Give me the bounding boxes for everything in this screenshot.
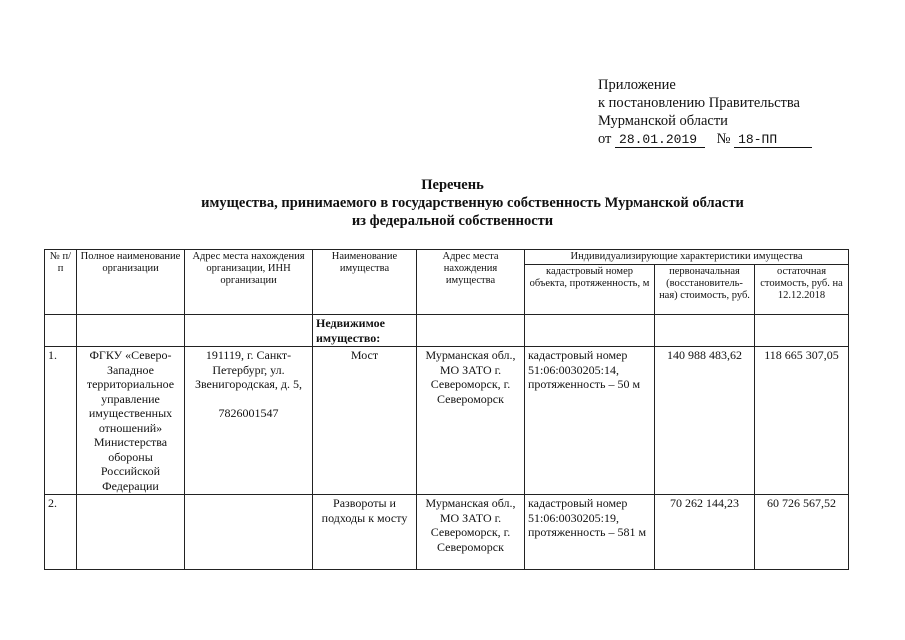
row-residual-cost: 118 665 307,05 [755,347,849,495]
appendix-block [598,76,812,148]
table-row [45,347,849,495]
header-property-name: Наименование имущества [313,250,417,315]
row-cadastral: кадастровый номер 51:06:0030205:14, протяженность – 50 м [525,347,655,495]
property-table [44,249,849,570]
number-label: № [716,131,731,147]
resolution-date: 28.01.2019 [615,133,705,148]
row-property-name: Развороты и подходы к мосту [313,495,417,570]
row-num: 2. [45,495,77,570]
section-label: Недвижимое имущество: [313,315,417,347]
header-org-address: Адрес места нахождения организации, ИНН организации [185,250,313,315]
row-cadastral: кадастровый номер 51:06:0030205:19, протяженность – 581 м [525,495,655,570]
header-row-1 [45,250,849,265]
header-residual-cost: остаточная стоимость, руб. на 12.12.2018 [755,265,849,315]
appendix-line-2: к постановлению Правительства [598,95,800,111]
header-cadastral: кадастровый номер объекта, протяженность, м [525,265,655,315]
org-address-text: 191119, г. Санкт-Петербург, ул. Звенигородская, д. 5, [194,348,303,391]
row-initial-cost: 70 262 144,23 [655,495,755,570]
section-row [45,315,849,347]
resolution-number: 18-ПП [734,133,812,148]
header-num: № п/п [45,250,77,315]
title-line-1: Перечень [421,177,484,193]
row-org-address [185,495,313,570]
row-initial-cost: 140 988 483,62 [655,347,755,495]
row-org-name [77,495,185,570]
header-org-name: Полное наименование организации [77,250,185,315]
table-row [45,495,849,570]
document-title [0,176,905,230]
row-org-address [185,347,313,495]
header-characteristics: Индивидуализирующие характеристики имущества [525,250,849,265]
row-residual-cost: 60 726 567,52 [755,495,849,570]
from-label: от [598,131,612,147]
title-line-2: имущества, принимаемого в государственную собственность Мурманской области [201,195,744,211]
appendix-date-line [598,130,812,148]
row-property-address: Мурманская обл., МО ЗАТО г. Североморск, г. Североморск [417,495,525,570]
org-inn: 7826001547 [218,405,279,420]
appendix-line-1: Приложение [598,77,676,93]
header-property-address: Адрес места нахождения имущества [417,250,525,315]
row-org-name: ФГКУ «Северо-Западное территориальное управление имущественных отношений» Министерства обороны Российской Федерации [77,347,185,495]
title-line-3: из федеральной собственности [351,213,554,229]
header-initial-cost: первоначальная (восстановитель-ная) стоимость, руб. [655,265,755,315]
row-property-address: Мурманская обл., МО ЗАТО г. Североморск, г. Североморск [417,347,525,495]
row-num: 1. [45,347,77,495]
row-property-name: Мост [313,347,417,495]
appendix-line-3: Мурманской области [598,113,728,129]
